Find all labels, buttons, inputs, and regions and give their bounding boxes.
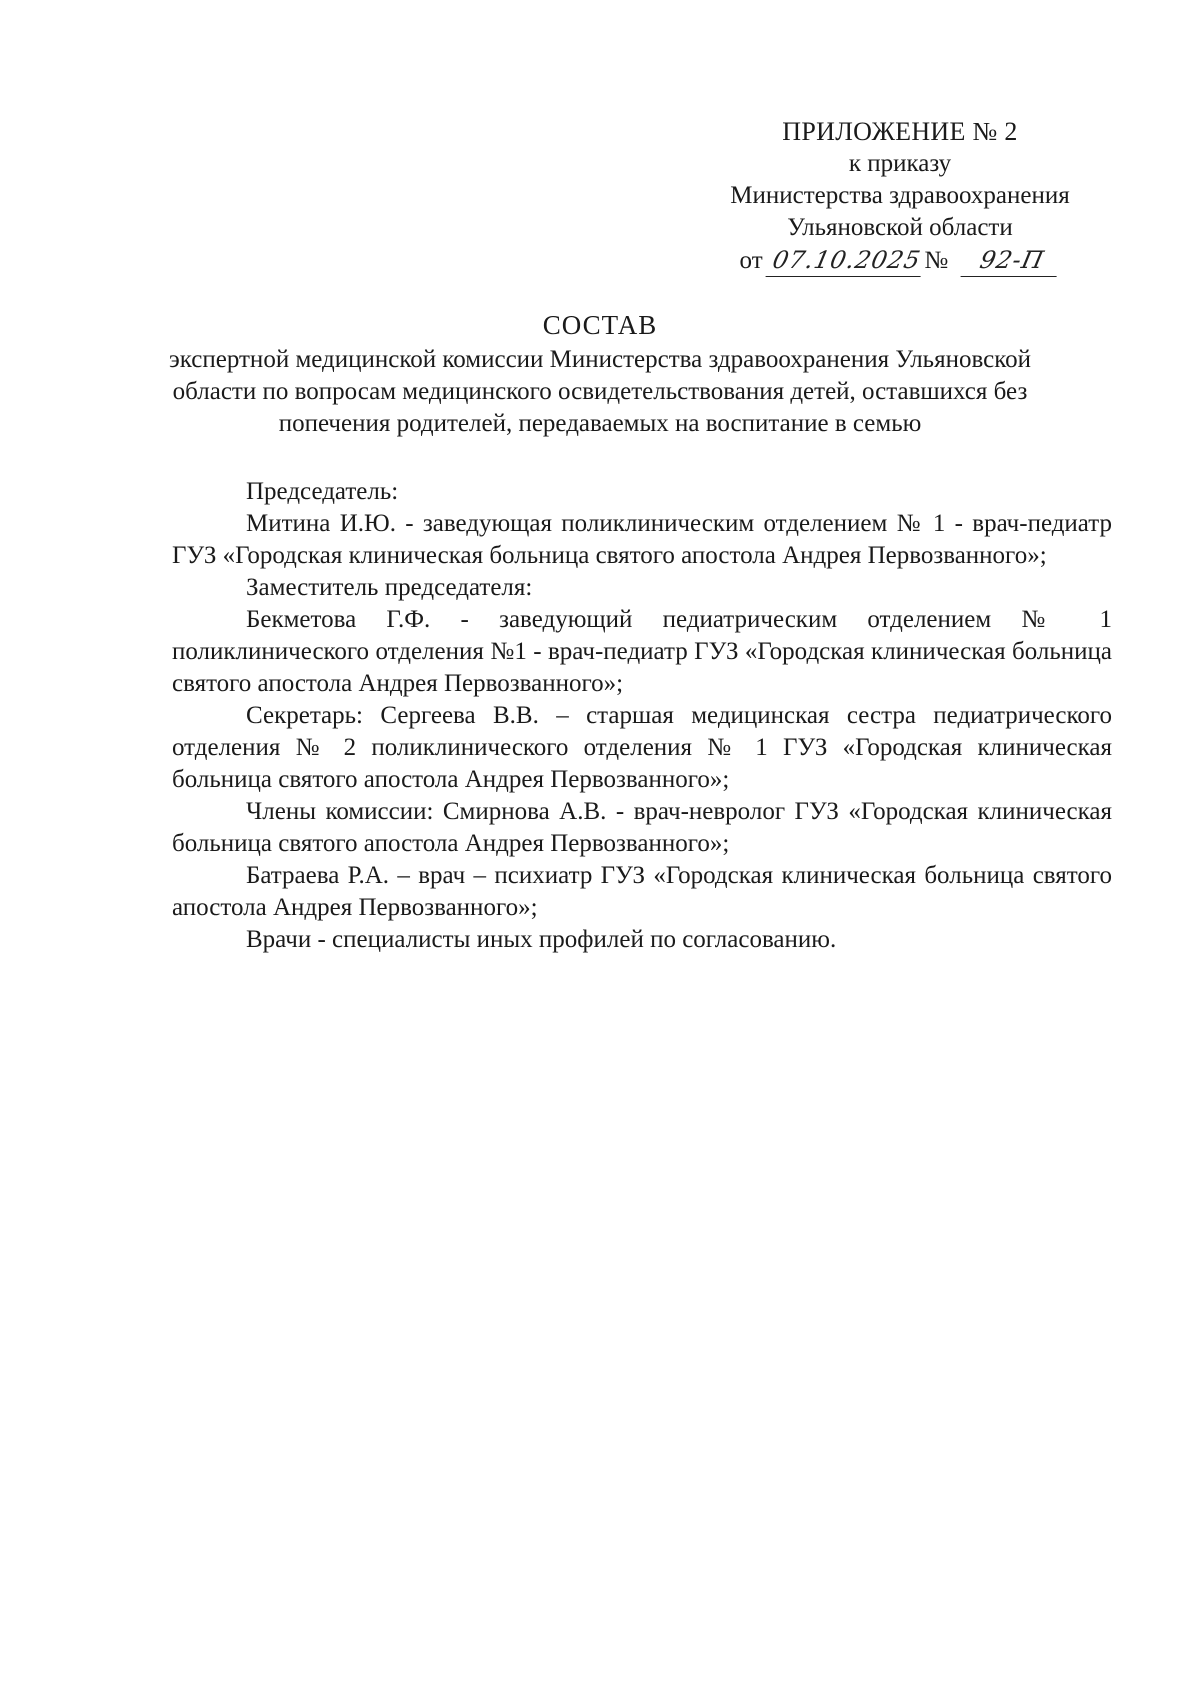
chair-paragraph: Митина И.Ю. - заведующая поликлиническим отделением № 1 - врач-педиатр ГУЗ «Городская клиническая больница святого апостола Андрея Первозванного»; [172, 510, 1112, 569]
number-label: № [924, 247, 949, 274]
deputy-label: Заместитель председателя: [246, 574, 533, 601]
document-subtitle: экспертной медицинской комиссии Министерства здравоохранения Ульяновской области по вопросам медицинского освидетельствования детей, оставшихся без попечения родителей, передаваемых на воспитание в семью [169, 346, 1031, 437]
handwritten-number: 92-П [961, 244, 1064, 277]
members-paragraph: Члены комиссии: Смирнова А.В. - врач-невролог ГУЗ «Городская клиническая больница святого апостола Андрея Первозванного»; [172, 798, 1112, 857]
secretary-paragraph: Секретарь: Сергеева В.В. – старшая медицинская сестра педиатрического отделения № 2 поликлинического отделения № 1 ГУЗ «Городская клиническая больница святого апостола Андрея Первозванного»; [172, 702, 1112, 793]
appendix-header [680, 116, 1120, 277]
date-prefix: от [739, 247, 763, 274]
order-date-number-row [680, 244, 1120, 277]
deputy-paragraph: Бекметова Г.Ф. - заведующий педиатрическим отделением № 1 поликлинического отделения №1 - врач-педиатр ГУЗ «Городская клиническая больница святого апостола Андрея Первозванного»; [172, 606, 1112, 697]
appendix-title: ПРИЛОЖЕНИЕ № 2 [782, 117, 1018, 146]
appendix-region: Ульяновской области [787, 214, 1013, 241]
document-title: СОСТАВ [542, 310, 658, 340]
closing-paragraph: Врачи - специалисты иных профилей по согласованию. [246, 926, 837, 953]
appendix-order-ref: к приказу [848, 150, 952, 177]
chair-label: Председатель: [246, 478, 399, 505]
handwritten-date: 07.10.2025 [765, 244, 927, 277]
appendix-ministry: Министерства здравоохранения [730, 182, 1070, 209]
member2-paragraph: Батраева Р.А. – врач – психиатр ГУЗ «Городская клиническая больница святого апостола Андрея Первозванного»; [172, 862, 1112, 921]
document-heading [160, 308, 1040, 440]
document-body [172, 476, 1112, 956]
